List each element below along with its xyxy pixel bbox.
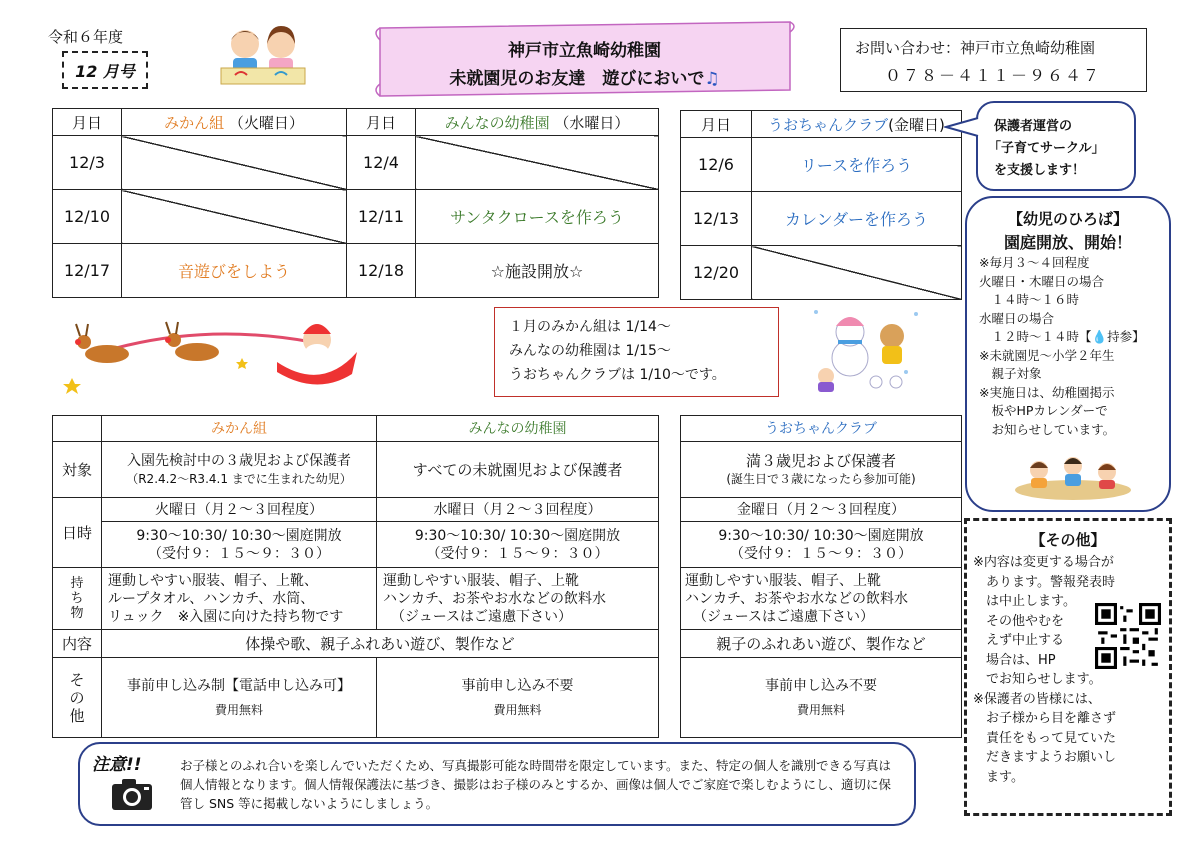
info-table-uo — [680, 415, 962, 738]
mikan-day-cell: 火曜日（月２～３回程度） — [102, 498, 377, 522]
hiroba-line: ※未就園児～小学２年生 — [979, 347, 1115, 363]
hiroba-line: 火曜日・木曜日の場合 — [979, 273, 1105, 289]
date-cell: 12/4 — [347, 136, 416, 190]
date-header: 月日 — [53, 109, 122, 136]
hiroba-line: ※実施日は、幼稚園掲示 — [979, 384, 1115, 400]
hiroba-title-2: 園庭開放、開始！ — [1003, 233, 1132, 252]
hiroba-line: 水曜日の場合 — [979, 310, 1055, 326]
other-line: あります。警報発表時 — [973, 574, 1115, 590]
row-label-target: 対象 — [53, 442, 102, 498]
january-line-3: うおちゃんクラブは 1/10～です。 — [509, 367, 726, 383]
other-label: その他 — [69, 670, 85, 725]
date-cell: 12/3 — [53, 136, 122, 190]
minna-time: 9:30～10:30/ 10:30～園庭開放 — [414, 527, 621, 544]
issue-label: 12 月号 — [75, 61, 135, 81]
uo-content-cell: 親子のふれあい遊び、製作など — [681, 630, 962, 658]
title-banner — [372, 18, 797, 102]
other-line: ※内容は変更する場合が — [973, 555, 1114, 570]
uo-target-2: (誕生日で３歳になったら参加可能) — [726, 471, 916, 486]
uo-day: (金曜日) — [888, 115, 945, 134]
hiroba-line: ※毎月３～４回程度 — [979, 255, 1090, 270]
minna-time-cell — [377, 522, 659, 568]
date-cell: 12/10 — [53, 190, 122, 244]
bubble-line-1: 保護者運営の — [994, 119, 1073, 134]
notice-title: 注意!! — [92, 755, 142, 775]
empty-cell — [416, 136, 659, 190]
notice-text: お子様とのふれ合いを楽しんでいただくため、写真撮影可能な時間帯を限定しています。また、特定の個人を識別できる写真は個人情報となります。個人情報保護法に基づき、撮影はお子様のみとするか、画像は個人でご家庭で楽しむようにし、適切に保管し SNS 等に掲載しないようにしましょう。 — [180, 758, 892, 811]
col-mikan: みかん組 — [102, 416, 377, 442]
schedule-table-mikan-minna — [52, 108, 659, 298]
banner-line-1: 神戸市立魚崎幼稚園 — [508, 41, 661, 61]
minna-title: みんなの幼稚園 — [444, 113, 550, 132]
row-label-content: 内容 — [53, 630, 102, 658]
bubble-line-3: を支援します！ — [994, 163, 1086, 178]
info-table-mikan-minna — [52, 415, 659, 738]
mikan-target-1: 入園先検討中の３歳児および保護者 — [127, 452, 351, 469]
camera-icon — [110, 776, 154, 812]
qr-code-icon[interactable] — [1095, 603, 1161, 669]
mikan-title: みかん組 — [164, 113, 225, 132]
date-cell: 12/17 — [53, 244, 122, 298]
schedule-table-uo — [680, 110, 962, 300]
empty-cell — [752, 246, 962, 300]
other-line: お子様から目を離さず — [973, 711, 1117, 726]
uo-other-cell — [681, 658, 962, 738]
january-line-1: １月のみかん組は 1/14～ — [509, 319, 671, 335]
bubble-tail — [944, 116, 980, 140]
minna-other-cell — [377, 658, 659, 738]
uo-target-1: 満３歳児および保護者 — [745, 451, 896, 470]
mikan-target-2: （R2.4.2～R3.4.1 までに生まれた幼児） — [126, 471, 352, 486]
other-line: は中止します。 — [973, 594, 1076, 609]
uo-other-1: 事前申し込み不要 — [765, 677, 877, 694]
minna-header — [416, 109, 659, 136]
table-row — [53, 136, 659, 190]
other-line: えず中止する — [973, 633, 1065, 648]
other-details — [973, 553, 1165, 787]
minna-reception: （受付９：１５～９：３０） — [426, 545, 609, 562]
music-note-icon: ♫ — [704, 69, 720, 89]
minna-items-3: （ジュースはご遠慮下さい） — [391, 608, 573, 625]
other-title: 【その他】 — [1030, 531, 1106, 549]
kids-drawing-illustration — [215, 20, 310, 88]
mikan-items-2: ループタオル、ハンカチ、水筒、 — [108, 590, 315, 607]
contact-label: お問い合わせ：神戸市立魚崎幼稚園 — [855, 39, 1096, 57]
uo-items-2: ハンカチ、お茶やお水などの飲料水 — [685, 590, 909, 607]
other-line: その他やむを — [973, 613, 1065, 629]
minna-items-2: ハンカチ、お茶やお水などの飲料水 — [383, 590, 607, 607]
uo-other-2: 費用無料 — [796, 702, 845, 717]
mikan-day: （火曜日） — [228, 113, 304, 132]
uo-items-1: 運動しやすい服装、帽子、上靴 — [685, 572, 881, 589]
uo-time-cell — [681, 522, 962, 568]
uo-items-cell — [681, 568, 962, 630]
corner-cell — [53, 416, 102, 442]
issue-badge — [62, 51, 148, 89]
hiroba-box — [965, 196, 1171, 512]
year-label: 令和６年度 — [48, 28, 124, 46]
banner-line-2-wrap — [372, 64, 797, 89]
minna-day-cell: 水曜日（月２～３回程度） — [377, 498, 659, 522]
hiroba-line: 親子対象 — [979, 366, 1042, 381]
mikan-other-cell — [102, 658, 377, 738]
santa-reindeer-illustration — [62, 312, 362, 396]
minna-day: （水曜日） — [554, 113, 630, 132]
other-line: だきますようお願いし — [973, 750, 1117, 765]
other-line: 場合は、HP — [973, 652, 1056, 668]
other-info-box — [964, 518, 1172, 816]
date-cell: 12/11 — [347, 190, 416, 244]
activity-cell: カレンダーを作ろう — [752, 192, 962, 246]
col-minna: みんなの幼稚園 — [377, 416, 659, 442]
row-label-items — [53, 568, 102, 630]
col-uo: うおちゃんクラブ — [681, 416, 962, 442]
table-row — [53, 190, 659, 244]
hiroba-details — [979, 254, 1165, 439]
row-label-other — [53, 658, 102, 738]
date-cell: 12/18 — [347, 244, 416, 298]
table-row — [681, 192, 962, 246]
bubble-line-2: 「子育てサークル」 — [988, 141, 1105, 156]
date-header: 月日 — [681, 111, 752, 138]
other-line: 責任をもって見ていた — [973, 730, 1117, 746]
table-row — [53, 244, 659, 298]
uo-reception: （受付９：１５～９：３０） — [730, 545, 912, 562]
mikan-target-cell — [102, 442, 377, 498]
photo-notice-box — [78, 742, 916, 826]
mikan-other-1: 事前申し込み制【電話申し込み可】 — [127, 677, 351, 694]
january-note-box — [494, 307, 779, 397]
table-row — [681, 246, 962, 300]
minna-other-2: 費用無料 — [493, 702, 542, 717]
activity-cell: ☆施設開放☆ — [416, 244, 659, 298]
date-cell: 12/20 — [681, 246, 752, 300]
minna-other-1: 事前申し込み不要 — [461, 677, 574, 694]
sandbox-kids-illustration — [1013, 450, 1133, 500]
minna-items-1: 運動しやすい服装、帽子、上靴 — [383, 572, 579, 589]
circle-support-bubble — [976, 101, 1136, 191]
shared-content-cell: 体操や歌、親子ふれあい遊び、製作など — [102, 630, 659, 658]
items-label: 持ち物 — [70, 576, 84, 621]
uo-header — [752, 111, 962, 138]
mikan-time: 9:30～10:30/ 10:30～園庭開放 — [136, 527, 342, 544]
activity-cell: 音遊びをしよう — [122, 244, 347, 298]
mikan-other-2: 費用無料 — [214, 702, 263, 717]
uo-day-cell: 金曜日（月２～３回程度） — [681, 498, 962, 522]
mikan-items-1: 運動しやすい服装、帽子、上靴、 — [108, 572, 318, 589]
uo-title: うおちゃんクラブ — [768, 115, 889, 134]
uo-target-cell — [681, 442, 962, 498]
date-header: 月日 — [347, 109, 416, 136]
hiroba-line: お知らせしています。 — [979, 421, 1116, 437]
other-line: でお知らせします。 — [973, 672, 1102, 687]
table-row — [681, 138, 962, 192]
minna-target-cell: すべての未就園児および保護者 — [377, 442, 659, 498]
contact-box — [840, 28, 1147, 92]
mikan-items-3: リュック ※入園に向けた持ち物です — [108, 608, 344, 625]
mikan-items-cell — [102, 568, 377, 630]
uo-time: 9:30～10:30/ 10:30～園庭開放 — [718, 527, 924, 544]
uo-items-3: （ジュースはご遠慮下さい） — [693, 608, 875, 625]
contact-phone: ０７８－４１１－９６４７ — [885, 66, 1102, 85]
mikan-reception: （受付９：１５～９：３０） — [148, 545, 330, 562]
mikan-header — [122, 109, 347, 136]
minna-items-cell — [377, 568, 659, 630]
hiroba-title-1: 【幼児のひろば】 — [1007, 210, 1128, 228]
empty-cell — [122, 190, 347, 244]
date-cell: 12/6 — [681, 138, 752, 192]
row-label-datetime: 日時 — [53, 498, 102, 568]
snowman-illustration — [806, 302, 926, 394]
mikan-time-cell — [102, 522, 377, 568]
activity-cell: リースを作ろう — [752, 138, 962, 192]
hiroba-line: 板やHPカレンダーで — [979, 403, 1108, 418]
activity-cell: サンタクロースを作ろう — [416, 190, 659, 244]
other-line: ます。 — [973, 769, 1024, 785]
empty-cell — [122, 136, 347, 190]
other-line: ※保護者の皆様には、 — [973, 691, 1101, 707]
date-cell: 12/13 — [681, 192, 752, 246]
banner-line-2: 未就園児のお友達 遊びにおいで — [449, 69, 705, 89]
hiroba-line: １２時～１４時【💧持参】 — [979, 329, 1145, 344]
hiroba-line: １４時～１６時 — [979, 292, 1080, 307]
january-line-2: みんなの幼稚園は 1/15～ — [509, 343, 671, 359]
